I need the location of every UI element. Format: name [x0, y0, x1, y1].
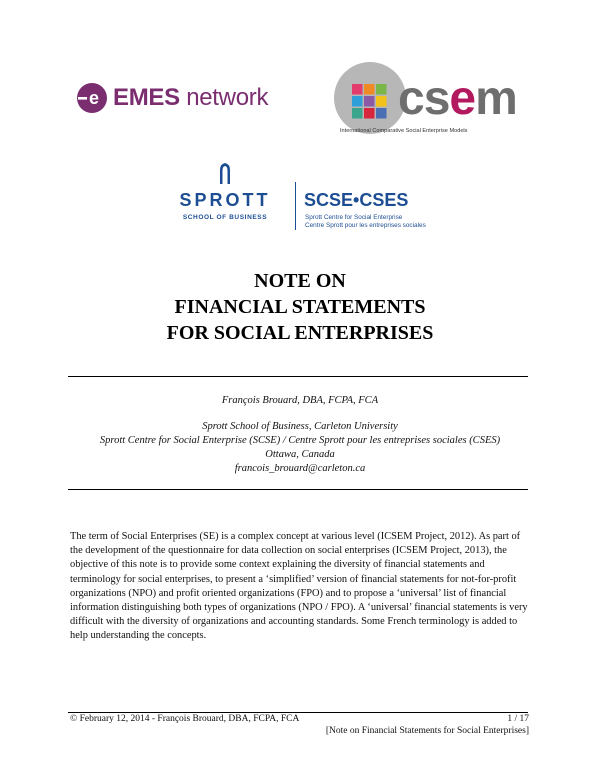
footer-copyright: © February 12, 2014 - François Brouard, DBA, FCPA, FCA — [70, 714, 300, 724]
footer-doc-title: [Note on Financial Statements for Social Enterprises] — [325, 726, 529, 736]
icsem-subtitle: International Comparative Social Enterprise Models — [340, 128, 468, 134]
icsem-wordmark — [398, 74, 517, 124]
author-location: Ottawa, Canada — [265, 449, 335, 460]
scse-subtitle-en: Sprott Centre for Social Enterprise — [305, 214, 403, 221]
icsem-grid-square — [376, 96, 387, 107]
footer-right — [300, 713, 529, 737]
emes-network-logo — [76, 80, 290, 116]
scse-name: SCSE•CSES — [304, 190, 409, 210]
top-divider — [68, 376, 528, 377]
emes-wordmark-light: network — [186, 84, 269, 111]
icsem-text-m: m — [475, 72, 517, 125]
author-affiliation-1: Sprott School of Business, Carleton University — [202, 421, 398, 432]
icsem-grid-square — [352, 108, 363, 119]
scse-subtitle-fr: Centre Sprott pour les entreprises sociales — [305, 222, 426, 229]
bottom-divider — [68, 489, 528, 490]
abstract-paragraph: The term of Social Enterprises (SE) is a complex concept at various level (ICSEM Project, 2012). As part of the development of the questionnaire for data collection on social enterprises (ICSEM Project, 2013), the objective of this note is to provide some context explaining the diversity of financial statements and terminology for social enterprises, to present a ‘simplified’ version of financial statements for not-for-profit organizations (NPO) and profit oriented organizations (FPO) and to propose a ‘universal’ list of financial information distinguishing both types of organizations (NPO / FPO). A ‘universal’ financial statements is very difficult with the diversity of organizations and accounting standards. Some French terminology is added to help understanding the concepts. — [70, 531, 528, 642]
icsem-logo — [334, 60, 534, 140]
icsem-grid-icon — [352, 84, 388, 120]
icsem-grid-square — [364, 96, 375, 107]
icsem-text-cs: cs — [398, 72, 450, 125]
author-name: François Brouard, DBA, FCPA, FCA — [221, 395, 379, 406]
page-number: 1 / 17 — [507, 714, 529, 724]
sprott-name: SPROTT — [179, 190, 271, 210]
title-line-1: NOTE ON — [254, 270, 346, 292]
icsem-grid-square — [376, 108, 387, 119]
icsem-grid-square — [352, 96, 363, 107]
icsem-grid-square — [364, 108, 375, 119]
icsem-grid-square — [376, 84, 387, 95]
sprott-emblem-icon — [218, 162, 232, 184]
emes-wordmark — [113, 80, 268, 116]
sprott-scse-logo — [160, 160, 460, 232]
emes-wordmark-bold: EMES — [113, 84, 180, 111]
author-affiliation-2: Sprott Centre for Social Enterprise (SCSE) / Centre Sprott pour les entreprises sociales (CSES) — [99, 435, 501, 446]
sprott-subtitle: SCHOOL OF BUSINESS — [182, 214, 268, 221]
icsem-text-e: e — [449, 72, 476, 125]
document-title — [60, 268, 540, 346]
author-block — [60, 394, 540, 476]
icsem-grid-square — [364, 84, 375, 95]
emes-mark-icon — [76, 82, 108, 114]
title-line-2: FINANCIAL STATEMENTS — [174, 296, 426, 318]
author-email[interactable]: francois_brouard@carleton.ca — [234, 463, 366, 474]
emes-mark-letter: e — [88, 88, 100, 108]
icsem-grid-square — [352, 84, 363, 95]
sprott-divider — [295, 182, 296, 230]
title-line-3: FOR SOCIAL ENTERPRISES — [166, 322, 434, 344]
